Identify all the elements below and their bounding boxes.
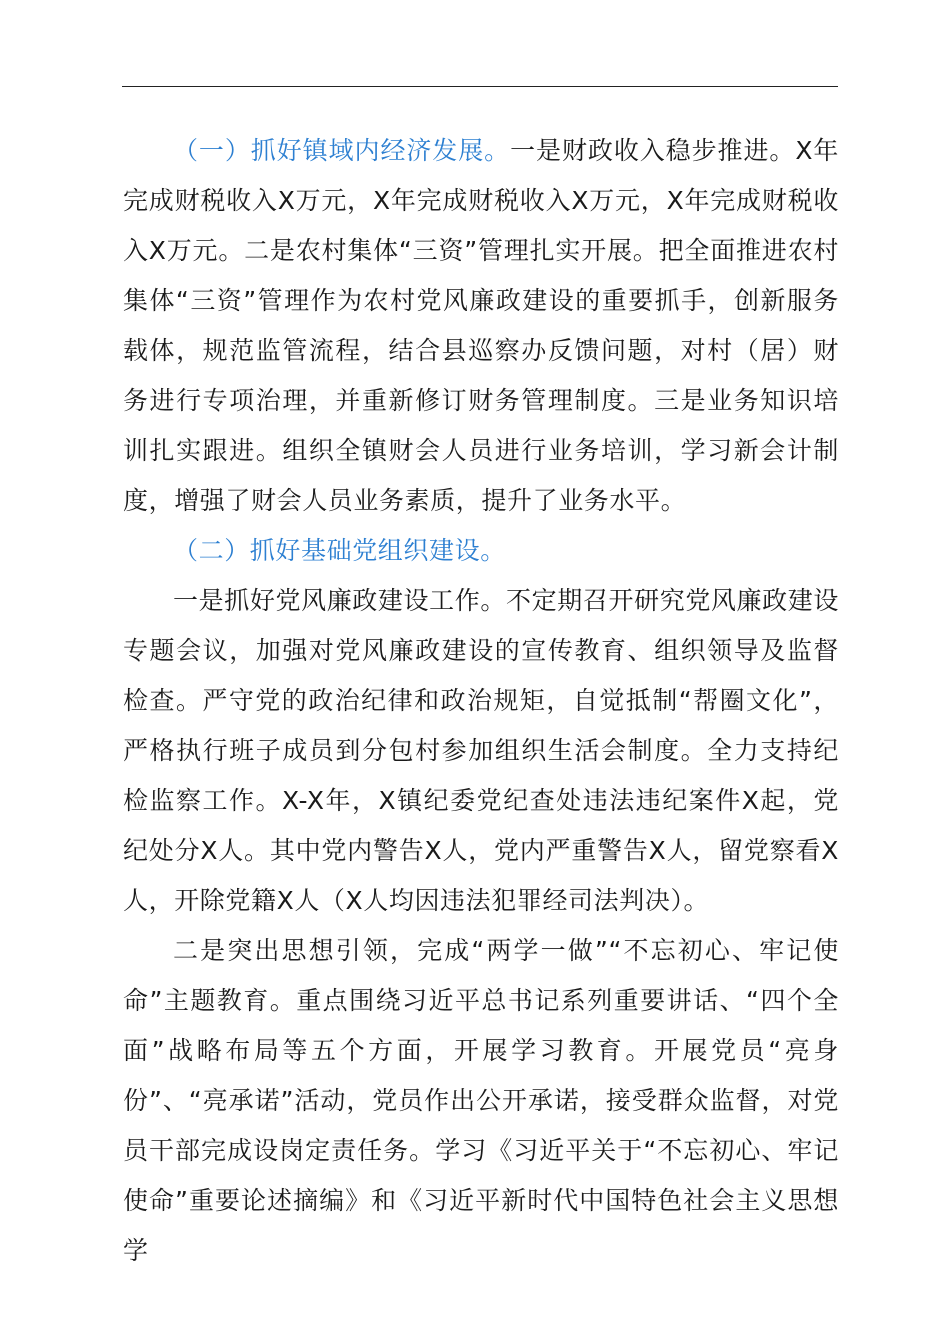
header-divider bbox=[122, 86, 838, 87]
document-body bbox=[123, 126, 839, 1276]
section-2-paragraph-1: 一是抓好党风廉政建设工作。不定期召开研究党风廉政建设专题会议，加强对党风廉政建设的宣传教育、组织领导及监督检查。严守党的政治纪律和政治规矩，自觉抵制“帮圈文化”，严格执行班子成员到分包村参加组织生活会制度。全力支持纪检监察工作。X-X年，X镇纪委党纪查处违法违纪案件X起，党纪处分X人。其中党内警告X人，党内严重警告X人，留党察看X人，开除党籍X人（X人均因违法犯罪经司法判决）。 bbox=[123, 586, 839, 915]
section-2-paragraph-2: 二是突出思想引领，完成“两学一做”“不忘初心、牢记使命”主题教育。重点围绕习近平总书记系列重要讲话、“四个全面”战略布局等五个方面，开展学习教育。开展党员“亮身份”、“亮承诺”活动，党员作出公开承诺，接受群众监督，对党员干部完成设岗定责任务。学习《习近平关于“不忘初心、牢记使命”重要论述摘编》和《习近平新时代中国特色社会主义思想学 bbox=[123, 936, 839, 1265]
section-1-heading: （一）抓好镇域内经济发展。 bbox=[173, 136, 511, 165]
section-2-heading: （二）抓好基础党组织建设。 bbox=[173, 536, 506, 565]
section-1-paragraph bbox=[123, 126, 839, 526]
section-1-body: 一是财政收入稳步推进。X年完成财税收入X万元，X年完成财税收入X万元，X年完成财税收入X万元。二是农村集体“三资”管理扎实开展。把全面推进农村集体“三资”管理作为农村党风廉政建设的重要抓手，创新服务载体，规范监管流程，结合县巡察办反馈问题，对村（居）财务进行专项治理，并重新修订财务管理制度。三是业务知识培训扎实跟进。组织全镇财会人员进行业务培训，学习新会计制度，增强了财会人员业务素质，提升了业务水平。 bbox=[123, 136, 839, 515]
